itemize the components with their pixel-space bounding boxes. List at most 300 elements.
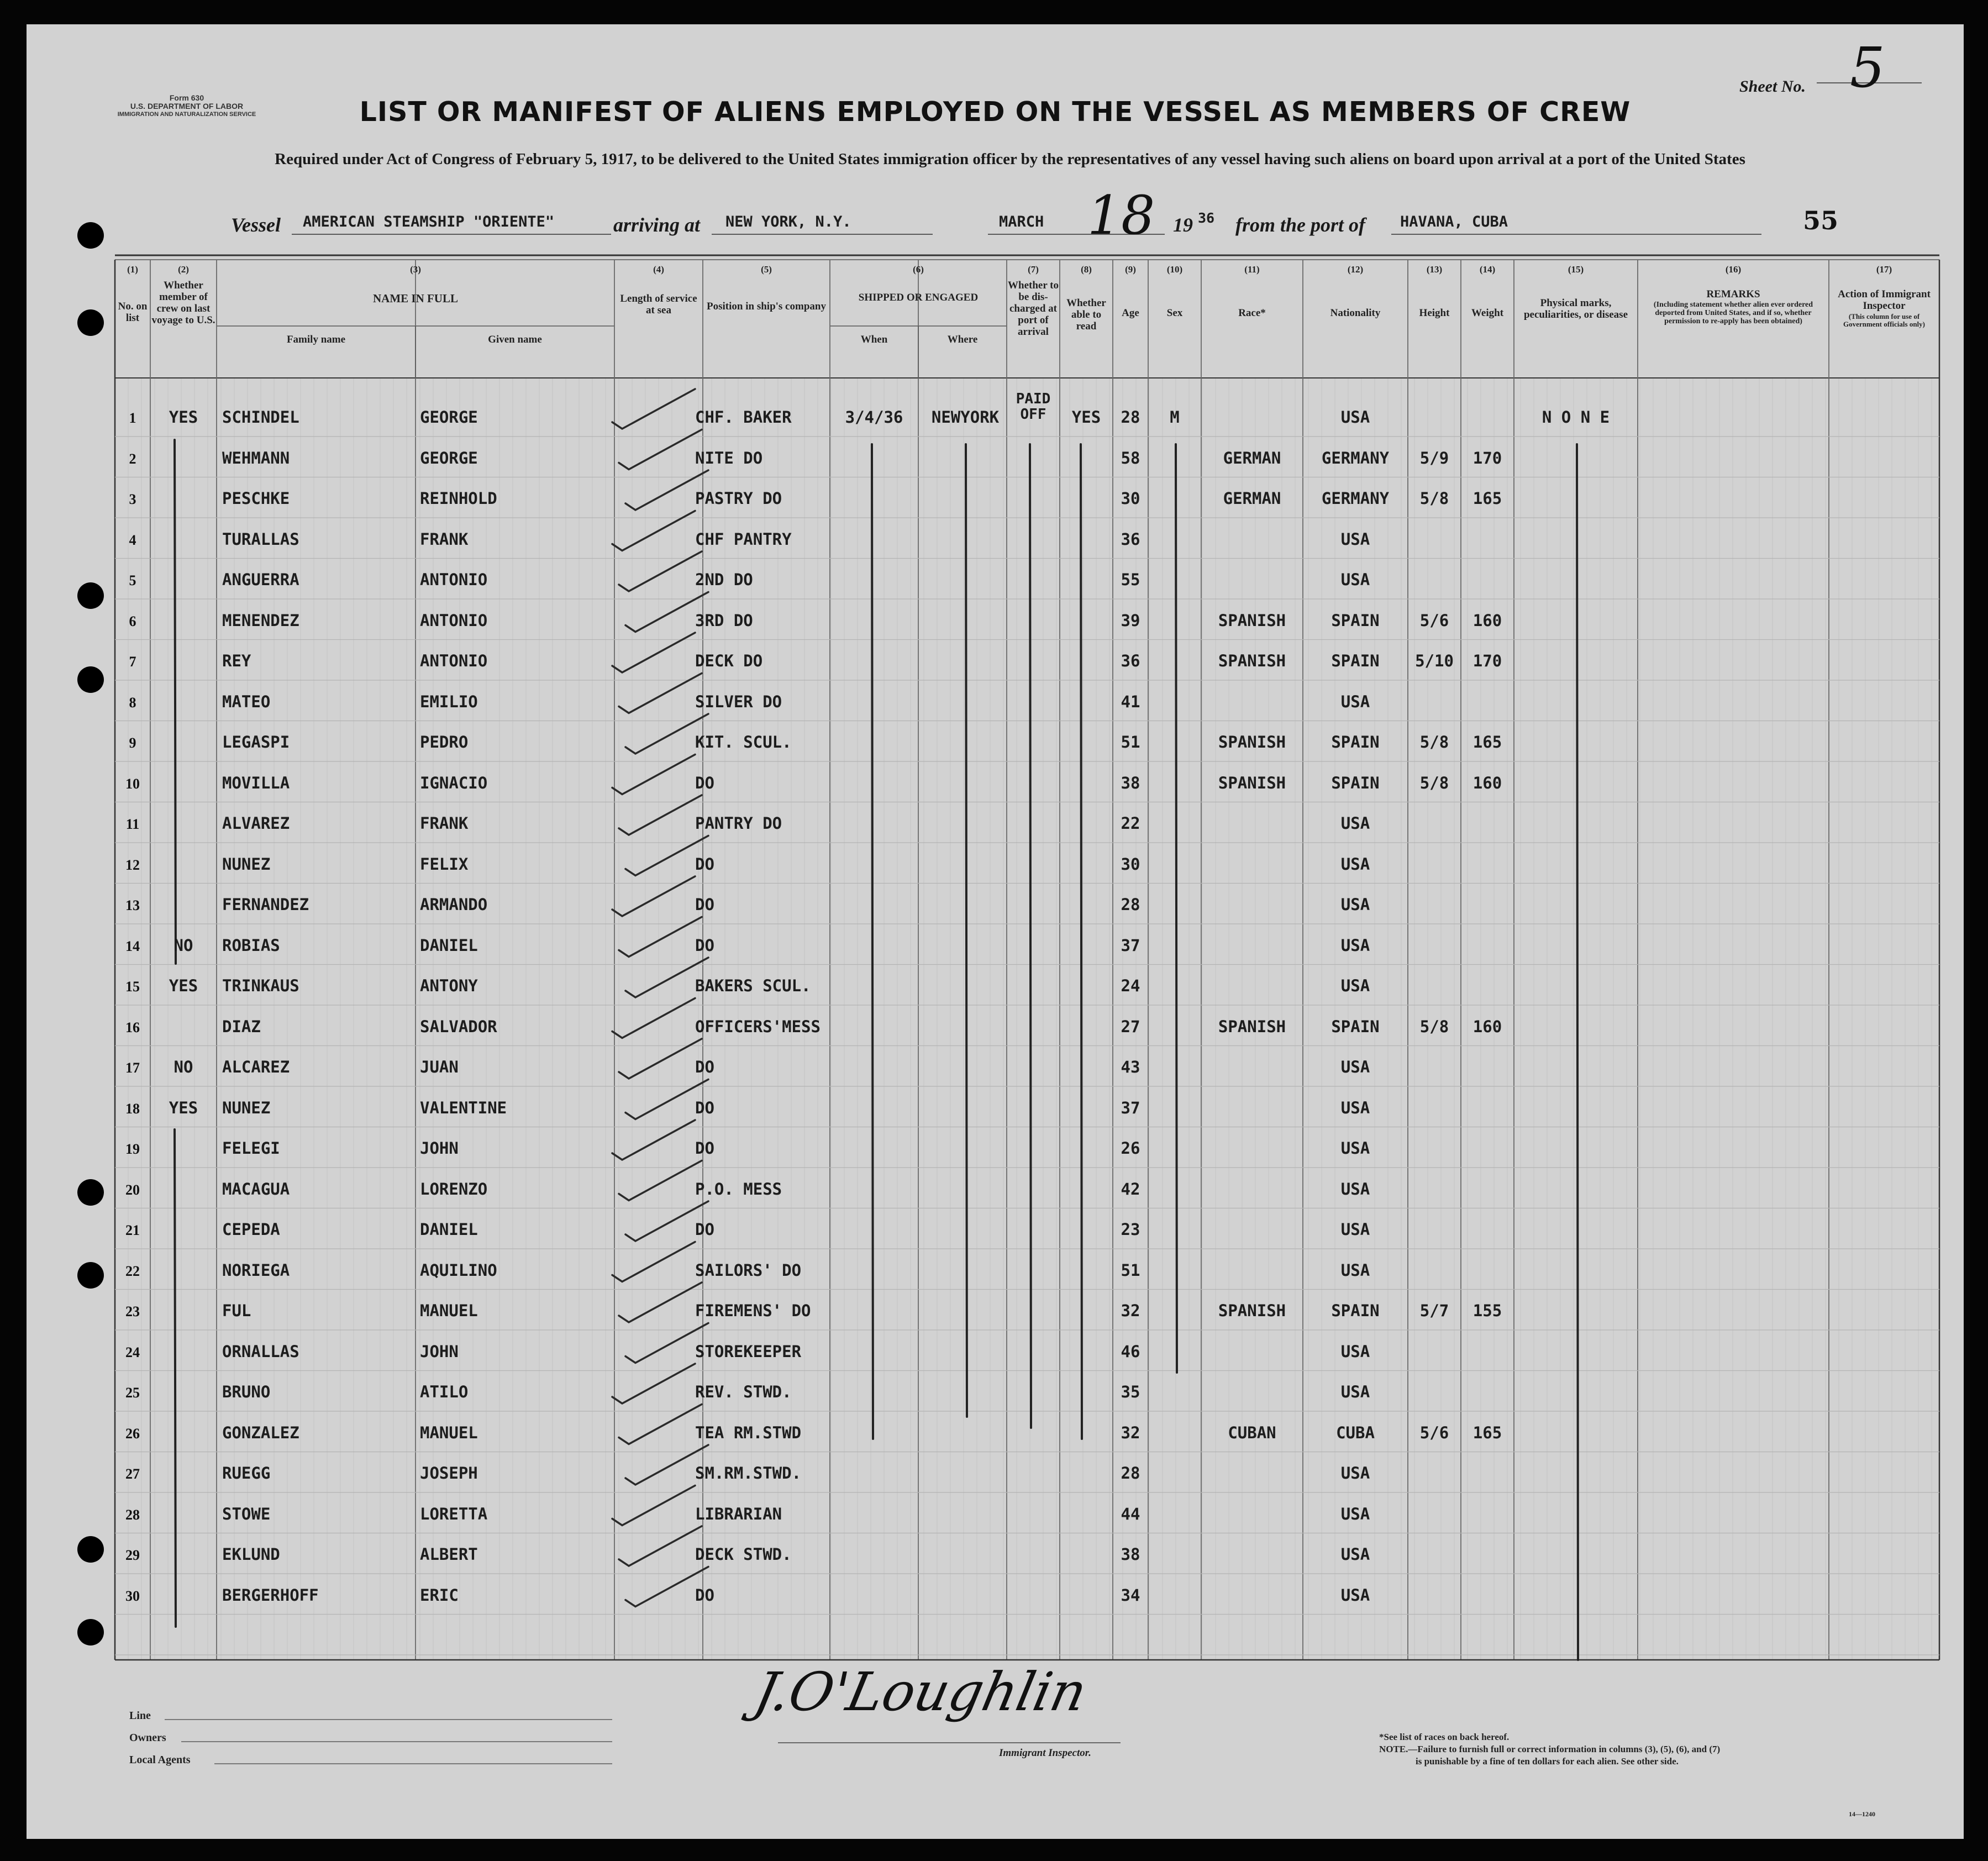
cell-weight: 170 [1472, 651, 1502, 670]
row-number: 18 [125, 1100, 140, 1117]
cell-physical-marks: N O N E [1542, 408, 1610, 427]
cell-height: 5/6 [1419, 1423, 1449, 1442]
col-number-7: (7) [1028, 264, 1039, 275]
cell-position: REV. STWD. [695, 1382, 792, 1401]
cell-nationality: USA [1340, 570, 1370, 589]
header-whether-member: Whether member of crew on last voyage to U.S. [151, 280, 215, 326]
header-nationality: Nationality [1330, 307, 1381, 319]
cell-family-name: GONZALEZ [222, 1423, 299, 1442]
year-prefix: 19 [1173, 214, 1193, 236]
cell-age: 36 [1121, 529, 1140, 549]
cell-position: CHF. BAKER [695, 408, 792, 427]
cell-age: 37 [1121, 1098, 1140, 1117]
cell-nationality: USA [1340, 814, 1370, 833]
row-number: 24 [125, 1344, 140, 1360]
cell-family-name: LEGASPI [222, 733, 290, 751]
cell-family-name: BRUNO [222, 1382, 271, 1401]
owners-label: Owners [129, 1732, 166, 1744]
col-number-17: (17) [1876, 264, 1892, 275]
header-length-service: Length of service at sea [620, 293, 697, 316]
row-number: 14 [125, 938, 140, 954]
cell-age: 28 [1121, 408, 1140, 427]
cell-given-name: ANTONIO [420, 651, 488, 670]
check-mark [619, 674, 702, 713]
cell-family-name: ALVAREZ [222, 814, 290, 833]
sheet-label: Sheet No. [1739, 77, 1806, 96]
row-number: 2 [129, 450, 136, 467]
cell-crew-member: NO [173, 1058, 193, 1076]
cell-age: 37 [1121, 935, 1140, 955]
cell-family-name: ANGUERRA [222, 570, 299, 589]
cell-given-name: MANUEL [420, 1301, 478, 1320]
check-mark [612, 1120, 695, 1160]
col-number-14: (14) [1479, 264, 1496, 275]
cell-crew-member: NO [173, 935, 193, 955]
header-family-name: Family name [286, 334, 346, 345]
cell-height: 5/8 [1419, 1017, 1449, 1036]
check-mark [619, 430, 702, 470]
cell-age: 32 [1121, 1301, 1140, 1320]
cell-shipped-where: NEWYORK [931, 408, 1000, 427]
header-height: Height [1419, 307, 1450, 319]
manifest-sheet [27, 24, 1964, 1839]
col-number-13: (13) [1426, 264, 1443, 275]
check-mark [619, 1039, 702, 1079]
cell-position: PASTRY DO [695, 489, 782, 508]
cell-family-name: SCHINDEL [222, 408, 299, 427]
cell-nationality: USA [1340, 976, 1370, 995]
cell-given-name: JOSEPH [420, 1464, 478, 1483]
cell-given-name: REINHOLD [420, 489, 497, 508]
page-count: 55 [1803, 206, 1839, 235]
cell-position: DO [695, 895, 714, 914]
year-suffix: 36 [1198, 210, 1215, 226]
row-number: 17 [125, 1060, 140, 1076]
cell-height: 5/6 [1419, 611, 1449, 630]
cell-nationality: USA [1340, 1058, 1370, 1076]
cell-height: 5/7 [1419, 1301, 1449, 1320]
row-number: 30 [125, 1587, 140, 1604]
ditto-stroke-member [175, 440, 176, 964]
cell-given-name: DANIEL [420, 935, 478, 955]
col-number-16: (16) [1725, 264, 1742, 275]
cell-position: KIT. SCUL. [695, 733, 792, 751]
cell-height: 5/8 [1419, 489, 1449, 508]
cell-family-name: NORIEGA [222, 1260, 290, 1280]
line-label: Line [129, 1710, 151, 1722]
ditto-stroke-read [1081, 444, 1082, 1439]
col-number-10: (10) [1166, 264, 1183, 275]
cell-position: P.O. MESS [695, 1179, 782, 1198]
col-number-2: (2) [178, 264, 189, 275]
cell-family-name: FUL [222, 1301, 251, 1320]
cell-weight: 165 [1472, 1423, 1502, 1442]
cell-family-name: REY [222, 651, 251, 670]
check-mark [619, 795, 702, 835]
header-physical-marks: Physical marks, peculiarities, or disease [1523, 297, 1628, 320]
row-number: 1 [129, 410, 136, 426]
cell-family-name: MACAGUA [222, 1179, 290, 1198]
cell-position: 3RD DO [695, 611, 753, 630]
cell-family-name: ALCAREZ [222, 1058, 290, 1076]
cell-position: DO [695, 854, 714, 874]
cell-crew-member: YES [169, 976, 198, 995]
cell-age: 28 [1121, 895, 1140, 914]
cell-position: NITE DO [695, 448, 763, 467]
cell-age: 58 [1121, 448, 1140, 467]
check-mark [612, 876, 695, 916]
cell-weight: 160 [1472, 611, 1502, 630]
col-number-15: (15) [1568, 264, 1584, 275]
cell-sex: M [1170, 408, 1180, 427]
cell-nationality: USA [1340, 1382, 1370, 1401]
page-subtitle: Required under Act of Congress of February 5, 1917, to be delivered to the United States immigration officer by the representatives of any vessel having such aliens on board upon arrival at a port of the United States [275, 150, 1745, 168]
cell-given-name: ERIC [420, 1585, 459, 1605]
header-discharged: Whether to be dis-charged at port of arrival [1008, 280, 1059, 338]
cell-age: 30 [1121, 489, 1140, 508]
arrival-day: 18 [1087, 185, 1155, 246]
col-number-12: (12) [1347, 264, 1364, 275]
cell-weight: 155 [1472, 1301, 1502, 1320]
cell-given-name: JOHN [420, 1342, 459, 1361]
cell-family-name: RUEGG [222, 1464, 271, 1483]
cell-family-name: ORNALLAS [222, 1342, 299, 1361]
cell-nationality: SPAIN [1331, 733, 1380, 751]
cell-race: SPANISH [1218, 773, 1286, 792]
cell-weight: 170 [1472, 448, 1502, 467]
cell-given-name: JOHN [420, 1139, 459, 1158]
cell-nationality: USA [1340, 1179, 1370, 1198]
department-line-1: U.S. DEPARTMENT OF LABOR [130, 102, 244, 111]
row-number: 16 [125, 1019, 140, 1035]
cell-family-name: ROBIAS [222, 935, 280, 955]
cell-age: 24 [1121, 976, 1140, 995]
col-number-6: (6) [913, 264, 924, 275]
cell-age: 32 [1121, 1423, 1140, 1442]
cell-family-name: FERNANDEZ [222, 895, 309, 914]
cell-family-name: NUNEZ [222, 854, 271, 874]
arriving-port: NEW YORK, N.Y. [725, 213, 851, 230]
cell-position: DO [695, 1585, 714, 1605]
cell-crew-member: YES [169, 408, 198, 427]
cell-nationality: USA [1340, 935, 1370, 955]
cell-position: DO [695, 773, 714, 792]
check-mark [612, 1242, 695, 1282]
cell-height: 5/9 [1419, 448, 1449, 467]
binder-hole [77, 1262, 104, 1289]
cell-position: 2ND DO [695, 570, 753, 589]
cell-position: SAILORS' DO [695, 1260, 802, 1280]
cell-position: SILVER DO [695, 692, 782, 711]
cell-given-name: FELIX [420, 854, 469, 874]
cell-nationality: SPAIN [1331, 611, 1380, 630]
cell-family-name: EKLUND [222, 1545, 280, 1564]
check-mark [619, 1526, 702, 1566]
row-number: 3 [129, 491, 136, 507]
cell-race: SPANISH [1218, 651, 1286, 670]
races-note: *See list of races on back hereof. [1379, 1732, 1510, 1742]
cell-given-name: EMILIO [420, 692, 478, 711]
vessel-name: AMERICAN STEAMSHIP "ORIENTE" [303, 213, 555, 230]
header-remarks: REMARKS [1706, 288, 1760, 300]
cell-nationality: SPAIN [1331, 1017, 1380, 1036]
header-no-on-list: No. on list [118, 301, 148, 324]
cell-nationality: USA [1340, 1220, 1370, 1239]
check-mark [612, 511, 695, 551]
cell-position: DO [695, 1058, 714, 1076]
row-number: 28 [125, 1506, 140, 1523]
check-mark [619, 1282, 702, 1322]
binder-hole [77, 1619, 104, 1646]
check-mark [619, 1161, 702, 1201]
check-mark [612, 633, 695, 672]
cell-nationality: SPAIN [1331, 1301, 1380, 1320]
cell-given-name: DANIEL [420, 1220, 478, 1239]
from-port: HAVANA, CUBA [1400, 213, 1508, 230]
cell-given-name: FRANK [420, 814, 469, 833]
arrival-month: MARCH [999, 213, 1044, 230]
cell-age: 34 [1121, 1585, 1140, 1605]
department-line-2: IMMIGRATION AND NATURALIZATION SERVICE [117, 111, 256, 118]
cell-age: 41 [1121, 692, 1140, 711]
cell-given-name: MANUEL [420, 1423, 478, 1442]
cell-age: 26 [1121, 1139, 1140, 1158]
cell-position: DO [695, 935, 714, 955]
col-number-4: (4) [653, 264, 664, 275]
cell-position: PANTRY DO [695, 814, 782, 833]
row-number: 15 [125, 979, 140, 995]
ditto-stroke-when [872, 444, 873, 1439]
row-number: 13 [125, 897, 140, 913]
cell-given-name: PEDRO [420, 733, 469, 751]
cell-nationality: SPAIN [1331, 651, 1380, 670]
cell-position: DO [695, 1139, 714, 1158]
binder-hole [77, 222, 104, 249]
cell-shipped-when: 3/4/36 [845, 408, 903, 427]
cell-race: CUBAN [1228, 1423, 1276, 1442]
ditto-stroke-where [966, 444, 967, 1417]
cell-nationality: USA [1340, 1098, 1370, 1117]
cell-family-name: NUNEZ [222, 1098, 271, 1117]
cell-age: 36 [1121, 651, 1140, 670]
header-remarks-note: (Including statement whether alien ever ordered deported from United States, and if so, whether permission to re-apply has been obtained) [1653, 301, 1813, 325]
cell-nationality: CUBA [1336, 1423, 1375, 1442]
header-shipped-engaged: SHIPPED OR ENGAGED [858, 292, 979, 303]
header-position: Position in ship's company [707, 301, 826, 312]
cell-weight: 165 [1472, 489, 1502, 508]
inspector-signature: J.O'Loughlin [749, 1661, 1092, 1723]
cell-nationality: USA [1340, 1585, 1370, 1605]
cell-height: 5/8 [1419, 773, 1449, 792]
cell-given-name: ANTONIO [420, 611, 488, 630]
cell-position: CHF PANTRY [695, 529, 792, 549]
cell-age: 38 [1121, 773, 1140, 792]
header-sex: Sex [1166, 307, 1183, 319]
cell-age: 51 [1121, 733, 1140, 751]
cell-age: 35 [1121, 1382, 1140, 1401]
cell-nationality: USA [1340, 1545, 1370, 1564]
header-where: Where [947, 334, 978, 345]
binder-hole [77, 666, 104, 693]
cell-age: 39 [1121, 611, 1140, 630]
cell-position: OFFICERS'MESS [695, 1017, 821, 1036]
check-mark [612, 1486, 695, 1526]
row-number: 5 [129, 572, 136, 588]
row-number: 10 [125, 775, 140, 792]
cell-discharged: PAID OFF [1016, 391, 1051, 423]
row-number: 26 [125, 1425, 140, 1442]
sheet-number: 5 [1850, 35, 1885, 100]
row-number: 6 [129, 613, 136, 629]
cell-nationality: USA [1340, 895, 1370, 914]
row-number: 4 [129, 532, 136, 548]
cell-position: FIREMENS' DO [695, 1301, 811, 1320]
row-number: 22 [125, 1263, 140, 1279]
cell-given-name: JUAN [420, 1058, 459, 1076]
binder-hole [77, 1179, 104, 1206]
row-number: 21 [125, 1222, 140, 1238]
row-number: 9 [129, 735, 136, 751]
cell-position: DO [695, 1098, 714, 1117]
cell-age: 22 [1121, 814, 1140, 833]
cell-family-name: MENENDEZ [222, 611, 299, 630]
ditto-stroke-sex [1176, 444, 1177, 1373]
cell-given-name: LORETTA [420, 1504, 488, 1523]
cell-family-name: WEHMANN [222, 448, 290, 467]
cell-age: 46 [1121, 1342, 1140, 1361]
header-action-note: (This column for use of Government officials only) [1843, 312, 1926, 328]
cell-family-name: FELEGI [222, 1139, 280, 1158]
cell-age: 42 [1121, 1179, 1140, 1198]
cell-position: TEA RM.STWD [695, 1423, 802, 1442]
cell-family-name: PESCHKE [222, 489, 290, 508]
cell-height: 5/10 [1415, 651, 1454, 670]
ditto-stroke-discharged [1030, 444, 1031, 1428]
col-number-5: (5) [761, 264, 772, 275]
cell-nationality: USA [1340, 1464, 1370, 1483]
col-number-8: (8) [1081, 264, 1092, 275]
cell-given-name: FRANK [420, 529, 469, 549]
cell-given-name: LORENZO [420, 1179, 488, 1198]
cell-weight: 165 [1472, 733, 1502, 751]
cell-nationality: USA [1340, 1504, 1370, 1523]
cell-family-name: DIAZ [222, 1017, 261, 1036]
cell-age: 44 [1121, 1504, 1140, 1523]
col-number-1: (1) [127, 264, 138, 275]
print-code: 14—1240 [1849, 1810, 1875, 1818]
from-port-label: from the port of [1235, 214, 1366, 236]
cell-nationality: USA [1340, 408, 1370, 427]
cell-given-name: GEORGE [420, 408, 478, 427]
cell-age: 28 [1121, 1464, 1140, 1483]
header-when: When [860, 334, 888, 345]
row-number: 25 [125, 1385, 140, 1401]
vessel-label: Vessel [231, 214, 281, 236]
cell-race: SPANISH [1218, 611, 1286, 630]
binder-hole [77, 582, 104, 609]
cell-family-name: CEPEDA [222, 1220, 280, 1239]
cell-nationality: USA [1340, 1260, 1370, 1280]
cell-weight: 160 [1472, 773, 1502, 792]
cell-position: DECK DO [695, 651, 763, 670]
local-agents-label: Local Agents [129, 1754, 191, 1766]
cell-given-name: VALENTINE [420, 1098, 507, 1117]
ditto-stroke-physical [1577, 444, 1578, 1660]
penalty-note-2: is punishable by a fine of ten dollars for each alien. See other side. [1416, 1756, 1679, 1767]
cell-age: 23 [1121, 1220, 1140, 1239]
cell-nationality: SPAIN [1331, 773, 1380, 792]
cell-crew-member: YES [169, 1098, 198, 1117]
cell-family-name: TURALLAS [222, 529, 299, 549]
header-name-in-full: NAME IN FULL [372, 292, 458, 305]
cell-position: STOREKEEPER [695, 1342, 802, 1361]
col-number-9: (9) [1125, 264, 1136, 275]
row-number: 23 [125, 1303, 140, 1319]
cell-weight: 160 [1472, 1017, 1502, 1036]
cell-race: SPANISH [1218, 733, 1286, 751]
header-age: Age [1122, 307, 1139, 319]
cell-nationality: USA [1340, 529, 1370, 549]
cell-family-name: BERGERHOFF [222, 1585, 319, 1605]
cell-position: LIBRARIAN [695, 1504, 782, 1523]
cell-family-name: MOVILLA [222, 773, 290, 792]
cell-nationality: USA [1340, 854, 1370, 874]
header-weight: Weight [1471, 307, 1504, 319]
binder-hole [77, 309, 104, 336]
header-given-name: Given name [488, 334, 542, 345]
check-mark [612, 998, 695, 1038]
cell-able-read: YES [1071, 408, 1101, 427]
form-number: Form 630 [169, 93, 204, 102]
cell-age: 51 [1121, 1260, 1140, 1280]
page-title: LIST OR MANIFEST OF ALIENS EMPLOYED ON THE VESSEL AS MEMBERS OF CREW [359, 96, 1631, 128]
check-mark [619, 917, 702, 957]
cell-family-name: TRINKAUS [222, 976, 299, 995]
row-number: 7 [129, 654, 136, 670]
row-number: 12 [125, 856, 140, 873]
ditto-stroke-member [175, 1129, 176, 1627]
header-race: Race* [1238, 307, 1266, 319]
check-mark [619, 551, 702, 591]
penalty-note-1: NOTE.—Failure to furnish full or correct information in columns (3), (5), (6), and (7) [1379, 1744, 1721, 1754]
cell-given-name: SALVADOR [420, 1017, 497, 1036]
cell-age: 55 [1121, 570, 1140, 589]
cell-given-name: ANTONY [420, 976, 478, 995]
cell-nationality: USA [1340, 1139, 1370, 1158]
cell-race: GERMAN [1223, 489, 1281, 508]
row-number: 27 [125, 1466, 140, 1482]
cell-family-name: STOWE [222, 1504, 271, 1523]
header-able-read: Whether able to read [1066, 297, 1106, 332]
cell-race: SPANISH [1218, 1301, 1286, 1320]
cell-position: DO [695, 1220, 714, 1239]
cell-age: 43 [1121, 1058, 1140, 1076]
row-number: 29 [125, 1547, 140, 1563]
check-mark [612, 389, 695, 429]
cell-nationality: GERMANY [1321, 448, 1390, 467]
cell-given-name: AQUILINO [420, 1260, 497, 1280]
cell-given-name: IGNACIO [420, 773, 488, 792]
header-action-inspector: Action of Immigrant Inspector [1838, 288, 1931, 312]
col-number-3: (3) [410, 264, 421, 275]
cell-nationality: GERMANY [1321, 489, 1390, 508]
cell-given-name: ANTONIO [420, 570, 488, 589]
cell-race: SPANISH [1218, 1017, 1286, 1036]
cell-position: BAKERS SCUL. [695, 976, 811, 995]
row-number: 20 [125, 1181, 140, 1198]
row-number: 8 [129, 694, 136, 711]
cell-given-name: ALBERT [420, 1545, 478, 1564]
